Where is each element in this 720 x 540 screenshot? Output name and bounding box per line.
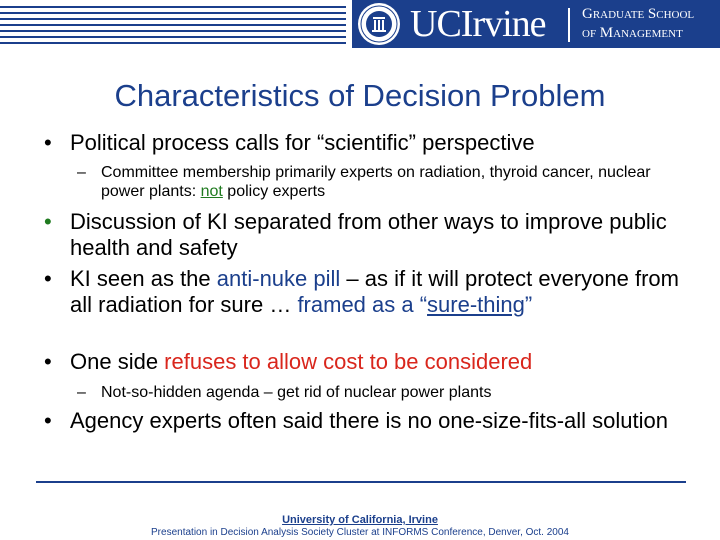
sub-bullet-text: Not-so-hidden agenda – get rid of nuclear power plants [101,384,492,401]
school-name-line1: Graduate School [582,6,695,22]
underlined-word: not [200,183,223,200]
footer-divider [36,481,686,483]
dash-icon: – [77,384,86,401]
bullet-text-part: ” [524,292,533,317]
highlighted-phrase: refuses to allow cost to be considered [164,349,533,374]
bullet-text-part: KI seen as the [70,266,217,291]
dash-icon: – [77,164,86,181]
bullet-icon: • [44,349,52,374]
sub-bullet-text-part: policy experts [222,183,326,200]
footer-institution-text: University of California, Irvine [282,514,438,526]
header-stripe [0,12,346,14]
sub-bullet-text-part: Committee membership primarily experts on radiation, thyroid cancer, nuclear power plants: [101,164,651,200]
school-name [582,5,694,43]
bullet-icon: • [44,266,52,291]
sub-bullet-text [101,163,671,201]
bullet-item [44,130,694,156]
sub-bullet-item [77,163,677,201]
school-name-line2: of Management [582,25,683,41]
bullet-item [44,408,694,460]
underlined-word: sure-thing [427,292,525,317]
bullet-text-part: – as if it will protect everyone from all radiation for sure … [70,266,679,317]
bullet-icon: • [44,408,52,433]
bullet-item [44,209,694,261]
header-stripe [0,24,346,26]
bullet-text: Agency experts often said there is no one-size-fits-all solution [70,408,668,433]
slide-title: Characteristics of Decision Problem [114,78,606,113]
footer-institution [0,514,720,526]
bullet-icon: • [44,130,52,155]
header-stripe [0,30,346,32]
highlighted-phrase: anti-nuke pill [216,266,341,291]
bullet-text [70,266,694,318]
bullet-item [44,349,694,375]
bullet-icon: • [44,209,52,234]
bullet-text [70,349,694,375]
logo-wordmark: UCIrvine [410,3,546,45]
sub-bullet-item [77,383,677,402]
logo-divider [568,8,570,42]
university-seal-icon [357,2,401,46]
header-banner [0,0,720,48]
bullet-text: Political process calls for “scientific” perspective [70,130,535,155]
bullet-text-part: One side [70,349,165,374]
header-stripe [0,42,346,44]
bullet-item [44,266,694,344]
header-stripe [0,18,346,20]
bullet-text: Discussion of KI separated from other ways to improve public health and safety [70,209,667,260]
footer-caption: Presentation in Decision Analysis Society Cluster at INFORMS Conference, Denver, Oct. 2004 [151,527,569,538]
highlighted-phrase: framed as a “ [297,292,428,317]
header-stripe [0,36,346,38]
header-stripe [0,6,346,8]
